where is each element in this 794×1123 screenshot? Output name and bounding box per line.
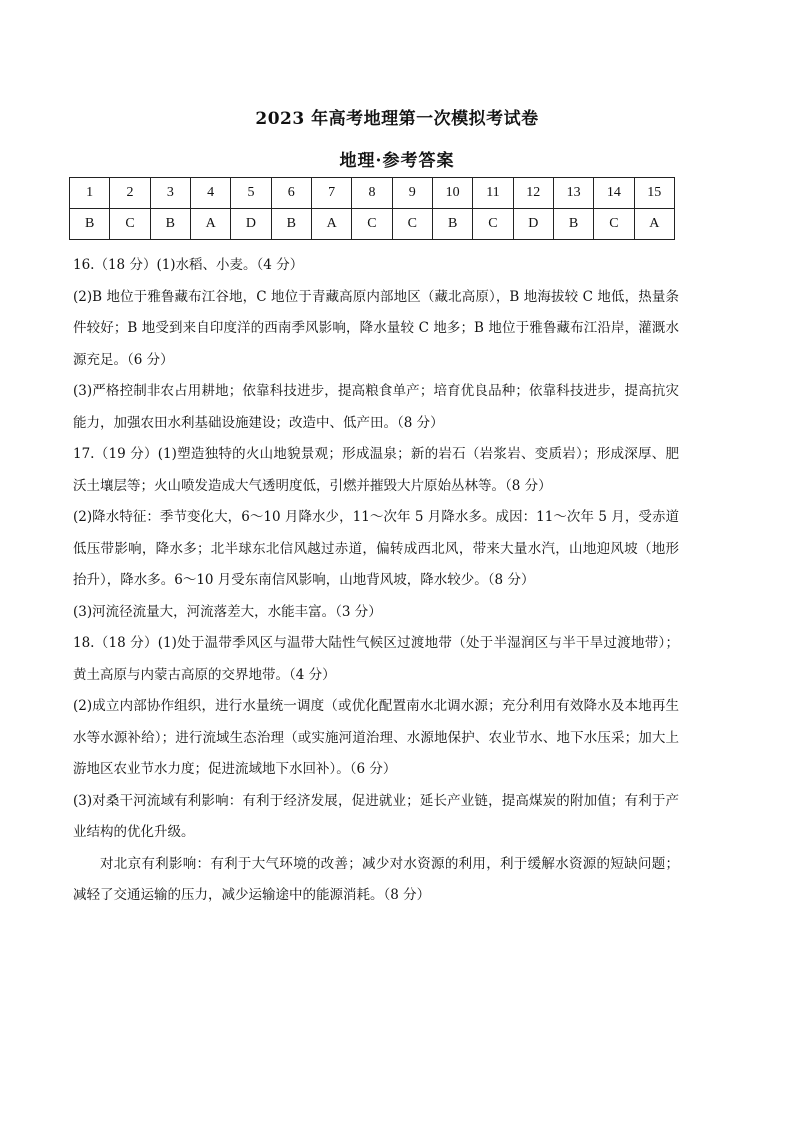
paragraph-q16-1: 16.（18 分）(1)水稻、小麦。（4 分） — [73, 257, 304, 273]
answer-cell: C — [392, 209, 432, 240]
question-number-cell: 8 — [352, 178, 392, 209]
question-number-cell: 9 — [392, 178, 432, 209]
question-number-cell: 12 — [513, 178, 553, 209]
answer-cell: A — [190, 209, 230, 240]
question-number-cell: 4 — [190, 178, 230, 209]
answer-cell: B — [271, 209, 311, 240]
paragraph-q17-3: (3)河流径流量大，河流落差大，水能丰富。（3 分） — [73, 603, 382, 620]
answer-cell: A — [311, 209, 351, 240]
paragraph-q17-2: (2)降水特征：季节变化大，6～10 月降水少，11～次年 5 月降水多。成因：11～次年 5 月，受赤道低压带影响，降水多；北半球东北信风越过赤道，偏转成西北风，带来大量水汽，山地迎风坡（地形抬升），降水多。6～10 月受东南信风影响，山地背风坡，降水较少。（8 分） — [73, 509, 679, 588]
question-number-cell: 2 — [110, 178, 150, 209]
paragraph-q16-3: (3)严格控制非农占用耕地；依靠科技进步，提高粮食单产；培育优良品种；依靠科技进步，提高抗灾能力，加强农田水利基础设施建设；改造中、低产田。（8 分） — [73, 383, 679, 431]
answer-content — [73, 250, 679, 912]
paragraph-q16-2: (2)B 地位于雅鲁藏布江谷地，C 地位于青藏高原内部地区（藏北高原），B 地海拔较 C 地低，热量条件较好；B 地受到来自印度洋的西南季风影响，降水量较 C 地多；B 地位于雅鲁藏布江沿岸，灌溉水源充足。（6 分） — [73, 288, 679, 368]
question-number-cell: 6 — [271, 178, 311, 209]
answer-table — [69, 177, 675, 240]
answer-cell: C — [352, 209, 392, 240]
answer-cell: A — [634, 209, 674, 240]
question-number-cell: 1 — [70, 178, 110, 209]
question-number-row — [70, 178, 675, 209]
question-number-cell: 10 — [432, 178, 472, 209]
paragraph-q18-3: (3)对桑干河流域有利影响：有利于经济发展，促进就业；延长产业链，提高煤炭的附加值；有利于产业结构的优化升级。 — [73, 792, 679, 840]
paragraph-q18-1: 18.（18 分）(1)处于温带季风区与温带大陆性气候区过渡地带（处于半湿润区与半干旱过渡地带）；黄土高原与内蒙古高原的交界地带。（4 分） — [73, 635, 679, 683]
document-title: 2023 年高考地理第一次模拟考试卷 — [255, 109, 539, 129]
question-number-cell: 11 — [473, 178, 513, 209]
answer-cell: C — [473, 209, 513, 240]
paragraph-q17-1: 17.（19 分）(1)塑造独特的火山地貌景观；形成温泉；新的岩石（岩浆岩、变质岩）；形成深厚、肥沃土壤层等；火山喷发造成大气透明度低，引燃并摧毁大片原始丛林等。（8 分） — [73, 446, 679, 494]
answer-cell: D — [231, 209, 271, 240]
question-number-cell: 5 — [231, 178, 271, 209]
answer-cell: B — [432, 209, 472, 240]
answer-cell: C — [110, 209, 150, 240]
paragraph-q18-3-beijing: 对北京有利影响：有利于大气环境的改善；减少对水资源的利用，利于缓解水资源的短缺问题；减轻了交通运输的压力，减少运输途中的能源消耗。（8 分） — [73, 855, 679, 903]
answer-cell: B — [150, 209, 190, 240]
question-number-cell: 13 — [553, 178, 593, 209]
question-number-cell: 14 — [594, 178, 634, 209]
question-number-cell: 3 — [150, 178, 190, 209]
question-number-cell: 15 — [634, 178, 674, 209]
answer-cell: D — [513, 209, 553, 240]
answer-cell: C — [594, 209, 634, 240]
answer-cell: B — [553, 209, 593, 240]
answer-cell: B — [70, 209, 110, 240]
answer-row — [70, 209, 675, 240]
document-subtitle: 地理·参考答案 — [339, 151, 455, 171]
question-number-cell: 7 — [311, 178, 351, 209]
paragraph-q18-2: (2)成立内部协作组织，进行水量统一调度（或优化配置南水北调水源；充分利用有效降水及本地再生水等水源补给）；进行流域生态治理（或实施河道治理、水源地保护、农业节水、地下水压采；加大上游地区农业节水力度；促进流域地下水回补）。（6 分） — [73, 698, 679, 777]
